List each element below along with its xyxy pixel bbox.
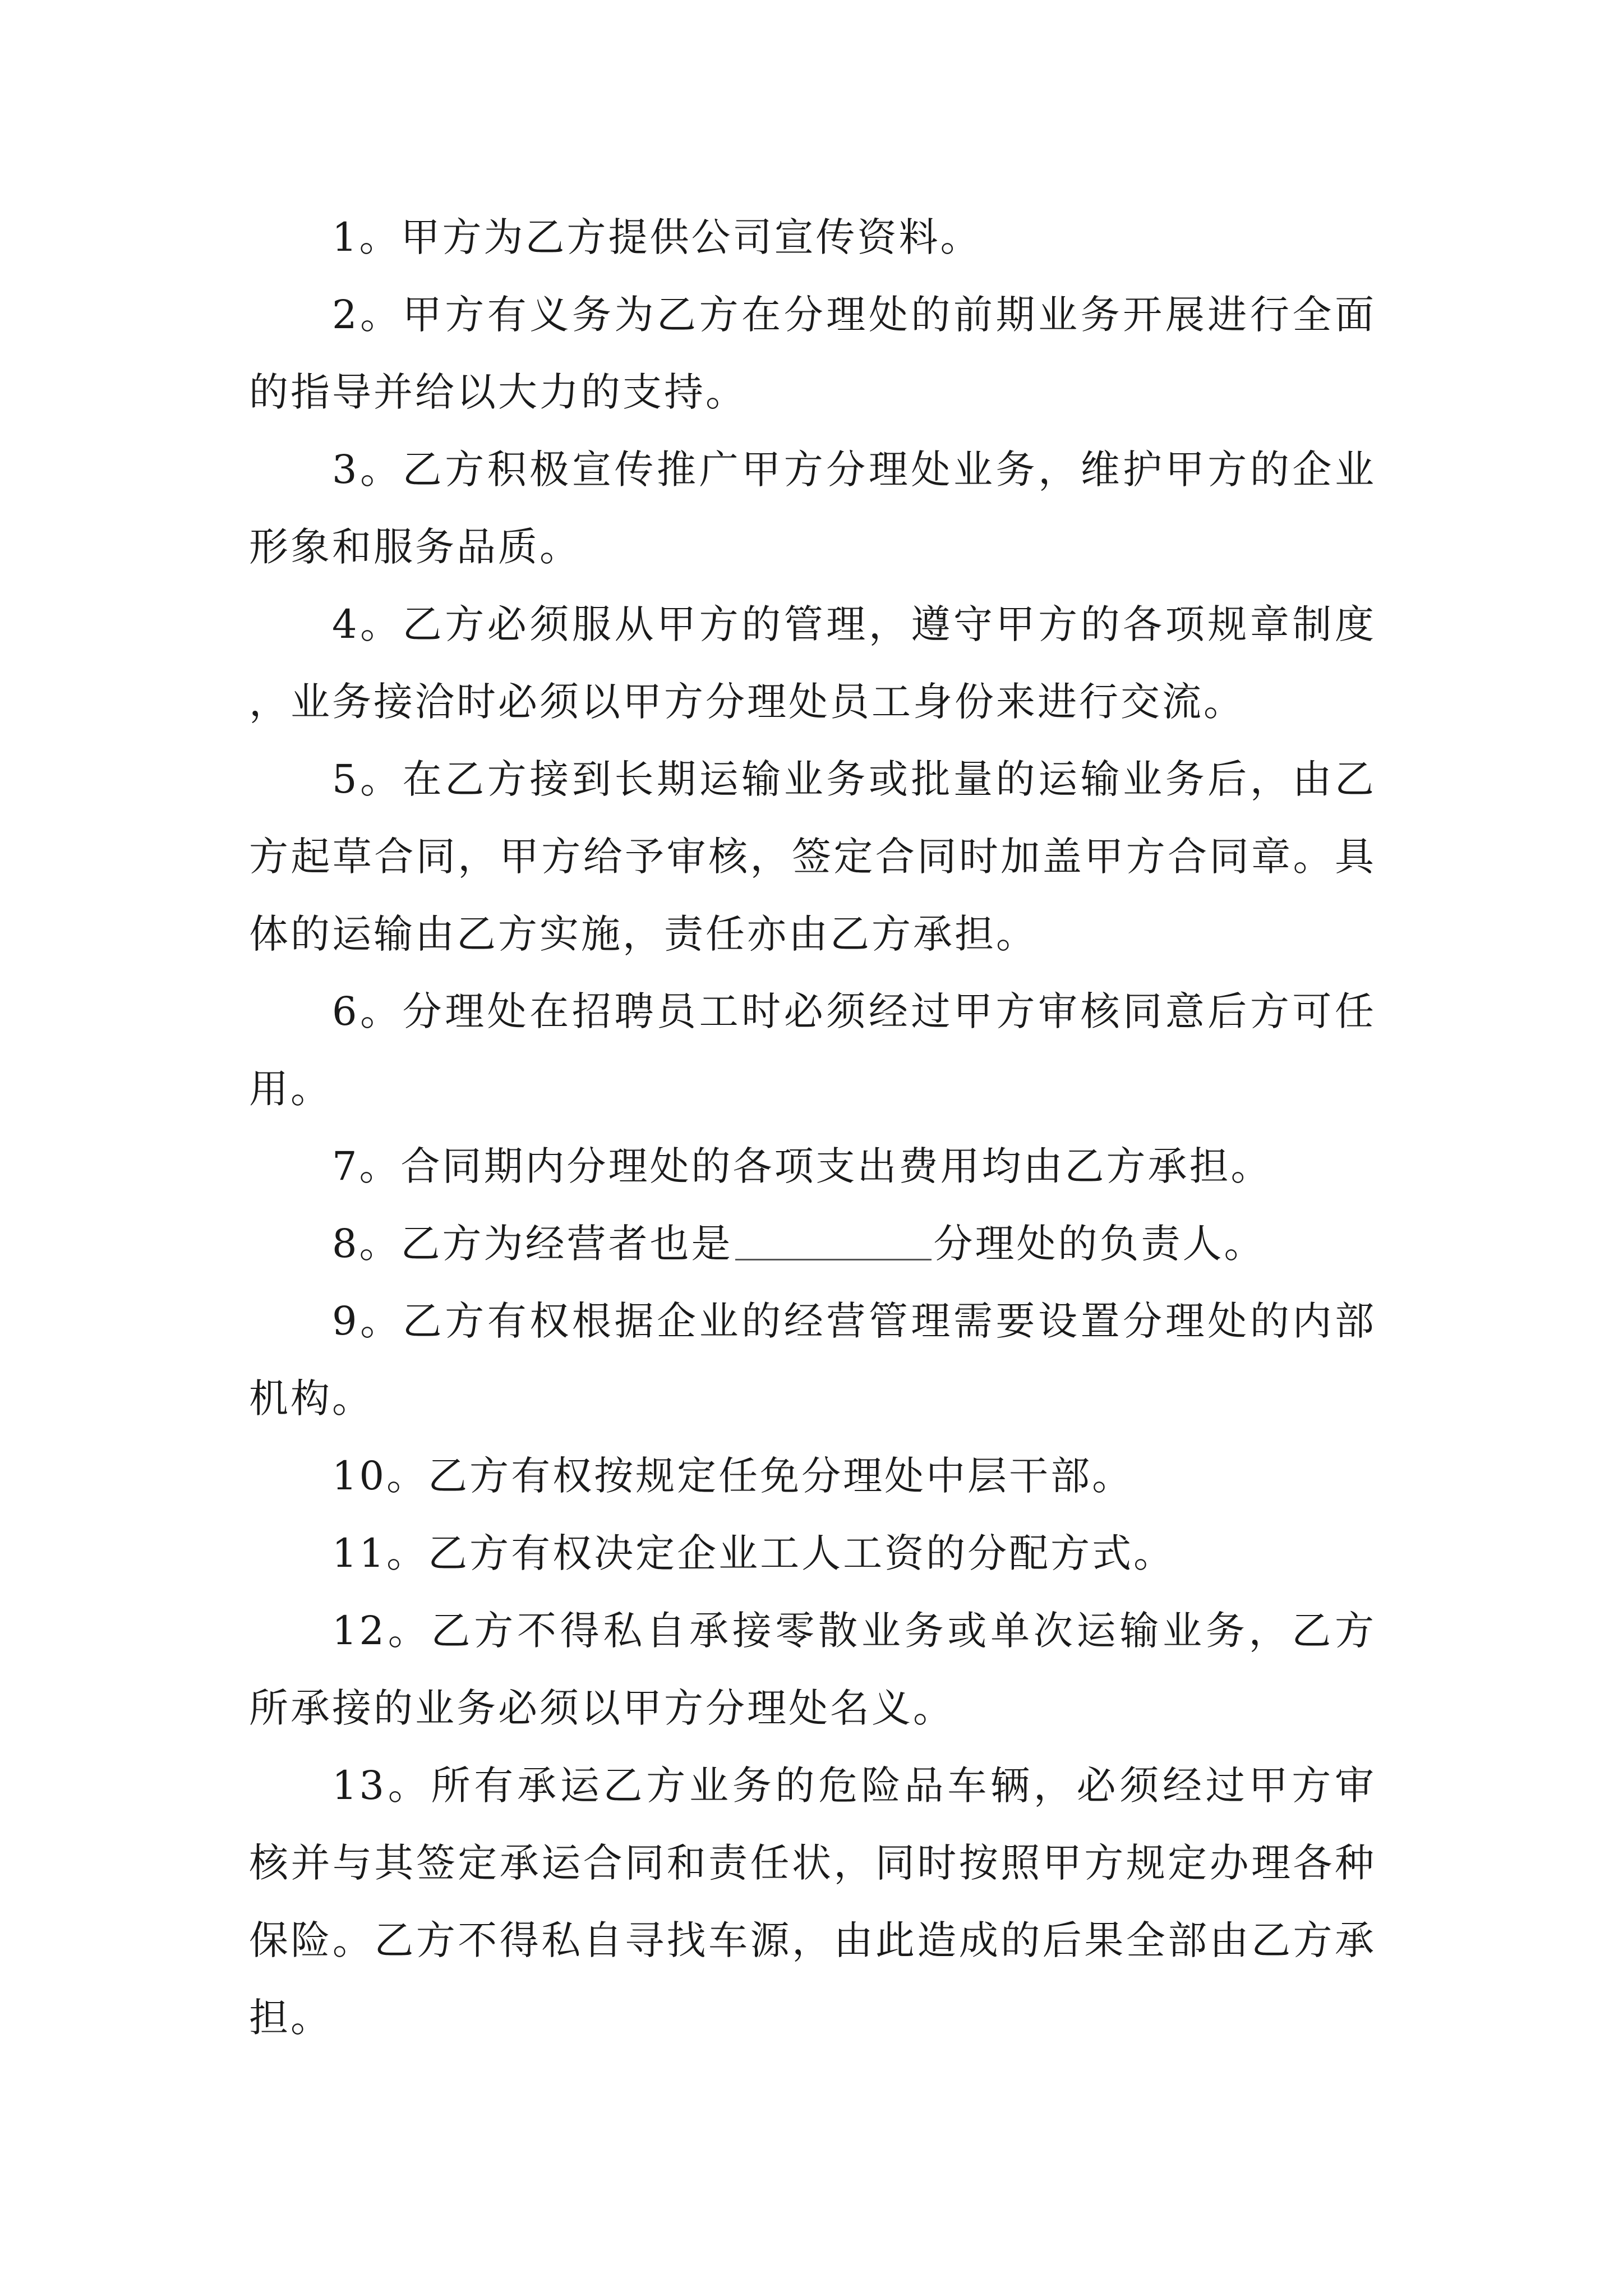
clause-1: 1。甲方为乙方提供公司宣传资料。 xyxy=(332,214,982,260)
clause-11: 11。乙方有权决定企业工人工资的分配方式。 xyxy=(332,1530,1175,1576)
clause-6: 6。分理处在招聘员工时必须经过甲方审核同意后方可任用。 xyxy=(249,988,1376,1112)
clause-2: 2。甲方有义务为乙方在分理处的前期业务开展进行全面的指导并给以大力的支持。 xyxy=(249,292,1376,415)
clause-4: 4。乙方必须服从甲方的管理，遵守甲方的各项规章制度，业务接洽时必须以甲方分理处员工身份来进行交流。 xyxy=(249,601,1376,725)
contract-clauses xyxy=(249,199,1376,2056)
clause-9: 9。乙方有权根据企业的经营管理需要设置分理处的内部机构。 xyxy=(249,1298,1376,1421)
fill-in-blank xyxy=(735,1220,932,1260)
clause-12: 12。乙方不得私自承接零散业务或单次运输业务，乙方所承接的业务必须以甲方分理处名义。 xyxy=(249,1608,1376,1731)
clause-3: 3。乙方积极宣传推广甲方分理处业务，维护甲方的企业形象和服务品质。 xyxy=(249,447,1376,570)
clause-8 xyxy=(249,1205,1376,1282)
clause-7: 7。合同期内分理处的各项支出费用均由乙方承担。 xyxy=(332,1143,1272,1189)
clause-8-text-before: 8。乙方为经营者也是 xyxy=(332,1221,733,1267)
clause-13: 13。所有承运乙方业务的危险品车辆，必须经过甲方审核并与其签定承运合同和责任状，同时按照甲方规定办理各种保险。乙方不得私自寻找车源，由此造成的后果全部由乙方承担。 xyxy=(249,1763,1376,2041)
clause-8-text-after: 分理处的负责人。 xyxy=(933,1221,1266,1267)
clause-10: 10。乙方有权按规定任免分理处中层干部。 xyxy=(332,1453,1134,1499)
clause-5: 5。在乙方接到长期运输业务或批量的运输业务后，由乙方起草合同，甲方给予审核，签定合同时加盖甲方合同章。具体的运输由乙方实施，责任亦由乙方承担。 xyxy=(249,756,1376,957)
